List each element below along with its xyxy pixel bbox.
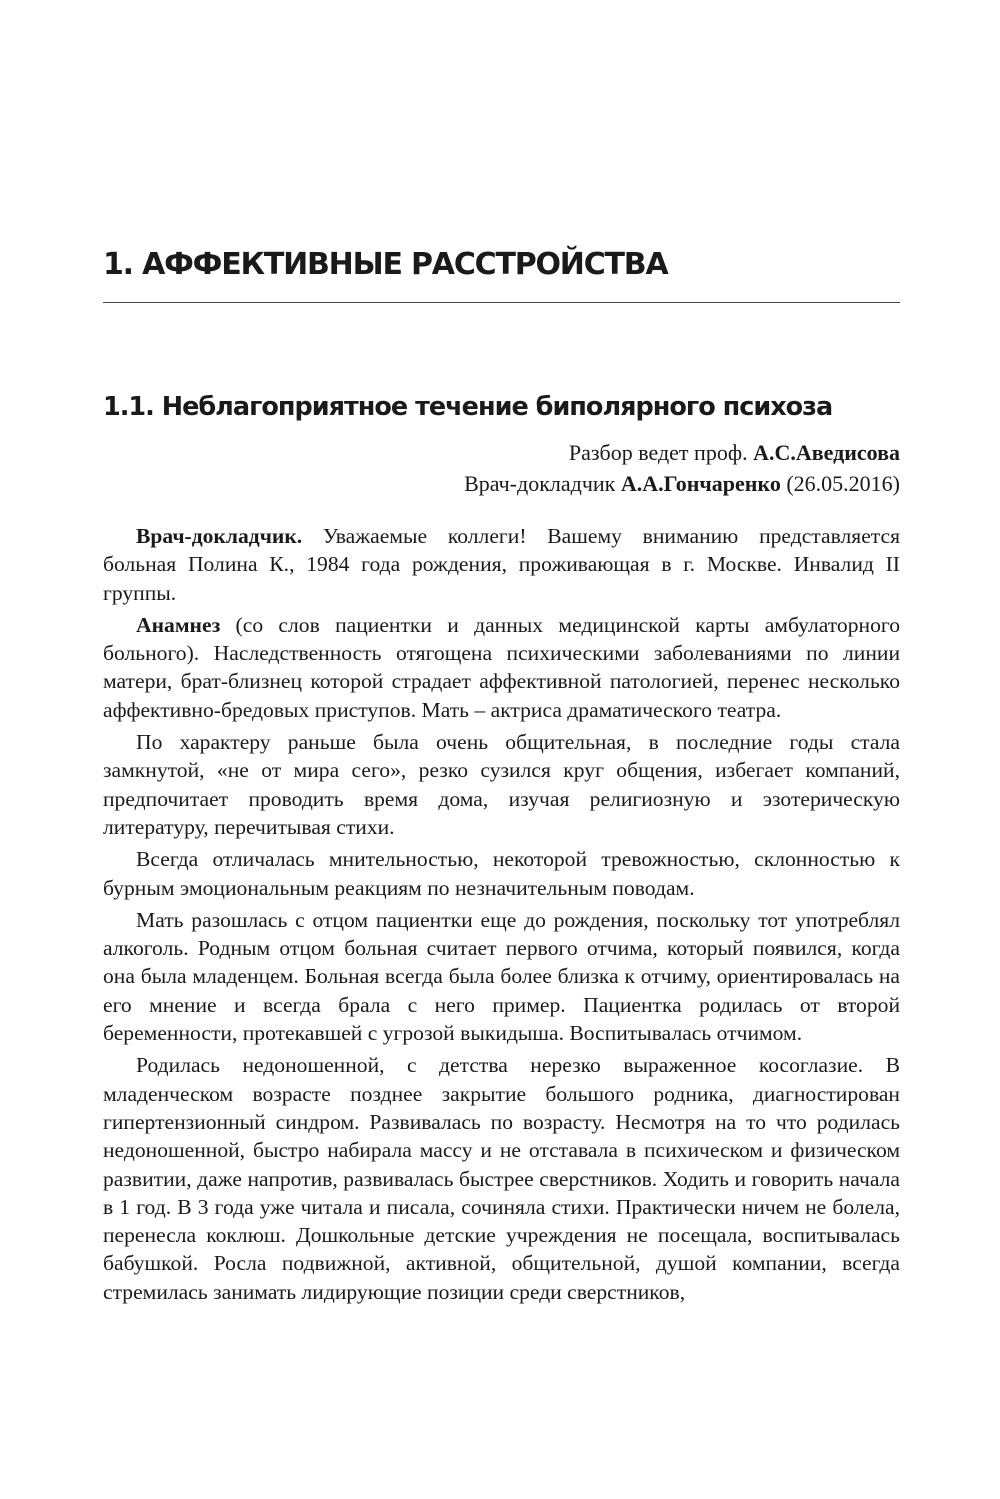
paragraph-lead: Анамнез — [136, 612, 221, 637]
byline-presenter-name: А.А.Гончаренко — [620, 471, 781, 496]
paragraph-text: Родилась недоношенной, с детства нерезко выраженное косоглазие. В младенческом возрасте позднее закрытие большого родника, диагностирован гипертензионный синдром. Развивалась по возрасту. Несмотря на то что родилась недоношенной, быстро набирала массу и не отставала в психическом и физическом развитии, даже напротив, развивалась быстрее сверстников. Ходить и говорить начала в 1 год. В 3 года уже читала и писала, сочиняла стихи. Практически ничем не болела, перенесла коклюш. Дошкольные детские учреждения не посещала, воспитывалась бабушкой. Росла подвижной, активной, общительной, душой компании, всегда стремилась занимать лидирующие позиции среди сверстников, — [103, 1053, 900, 1304]
paragraph-lead: Врач-докладчик. — [136, 524, 303, 548]
paragraph-text: По характеру раньше была очень общительная, в последние годы стала замкнутой, «не от мира сего», резко сузился круг общения, избегает компаний, предпочитает проводить время дома, изучая религиозную и эзотерическую литературу, перечитывая стихи. — [103, 730, 900, 839]
paragraph-text: Мать разошлась с отцом пациентки еще до рождения, поскольку тот употреблял алкоголь. Родным отцом больная считает первого отчима, который появился, когда она была младенцем. Больная всегда была более близка к отчиму, ориентировалась на его мнение и всегда брала с него пример. Пациентка родилась от второй беременности, протекавшей с угрозой выкидыша. Воспитывалась отчимом. — [103, 907, 900, 1046]
paragraph-text: Уважаемые коллеги! Вашему вниманию представляется больная Полина К., 1984 года рождения, проживающая в г. Москве. Инвалид II группы. — [103, 524, 900, 605]
byline — [464, 437, 900, 499]
title-divider — [103, 302, 900, 303]
chapter-title: 1. АФФЕКТИВНЫЕ РАССТРОЙСТВА — [103, 247, 668, 282]
section-title: 1.1. Неблагоприятное течение биполярного психоза — [103, 392, 833, 422]
byline-reviewer-name: А.С.Аведисова — [753, 440, 900, 465]
paragraph — [103, 906, 900, 1047]
paragraph — [103, 522, 900, 607]
paragraph-text: (со слов пациентки и данных медицинской карты амбулаторного больного). Наследственность отягощена психическими заболеваниями по линии матери, брат-близнец которой страдает аффективной патологией, перенес несколько аффективно-бредовых приступов. Мать – актриса драматического театра. — [103, 612, 900, 722]
paragraph — [103, 1051, 900, 1306]
byline-date: (26.05.2016) — [780, 471, 900, 496]
paragraph — [103, 845, 900, 902]
paragraph-text: Всегда отличалась мнительностью, некоторой тревожностью, склонностью к бурным эмоциональным реакциям по незначительным поводам. — [103, 847, 900, 900]
paragraph — [103, 611, 900, 724]
byline-reviewer-prefix: Разбор ведет проф. — [568, 440, 754, 465]
byline-presenter-prefix: Врач-докладчик — [464, 471, 621, 496]
paragraph — [103, 728, 900, 841]
byline-presenter — [464, 468, 900, 499]
body-text — [103, 522, 900, 1310]
byline-reviewer — [464, 437, 900, 468]
